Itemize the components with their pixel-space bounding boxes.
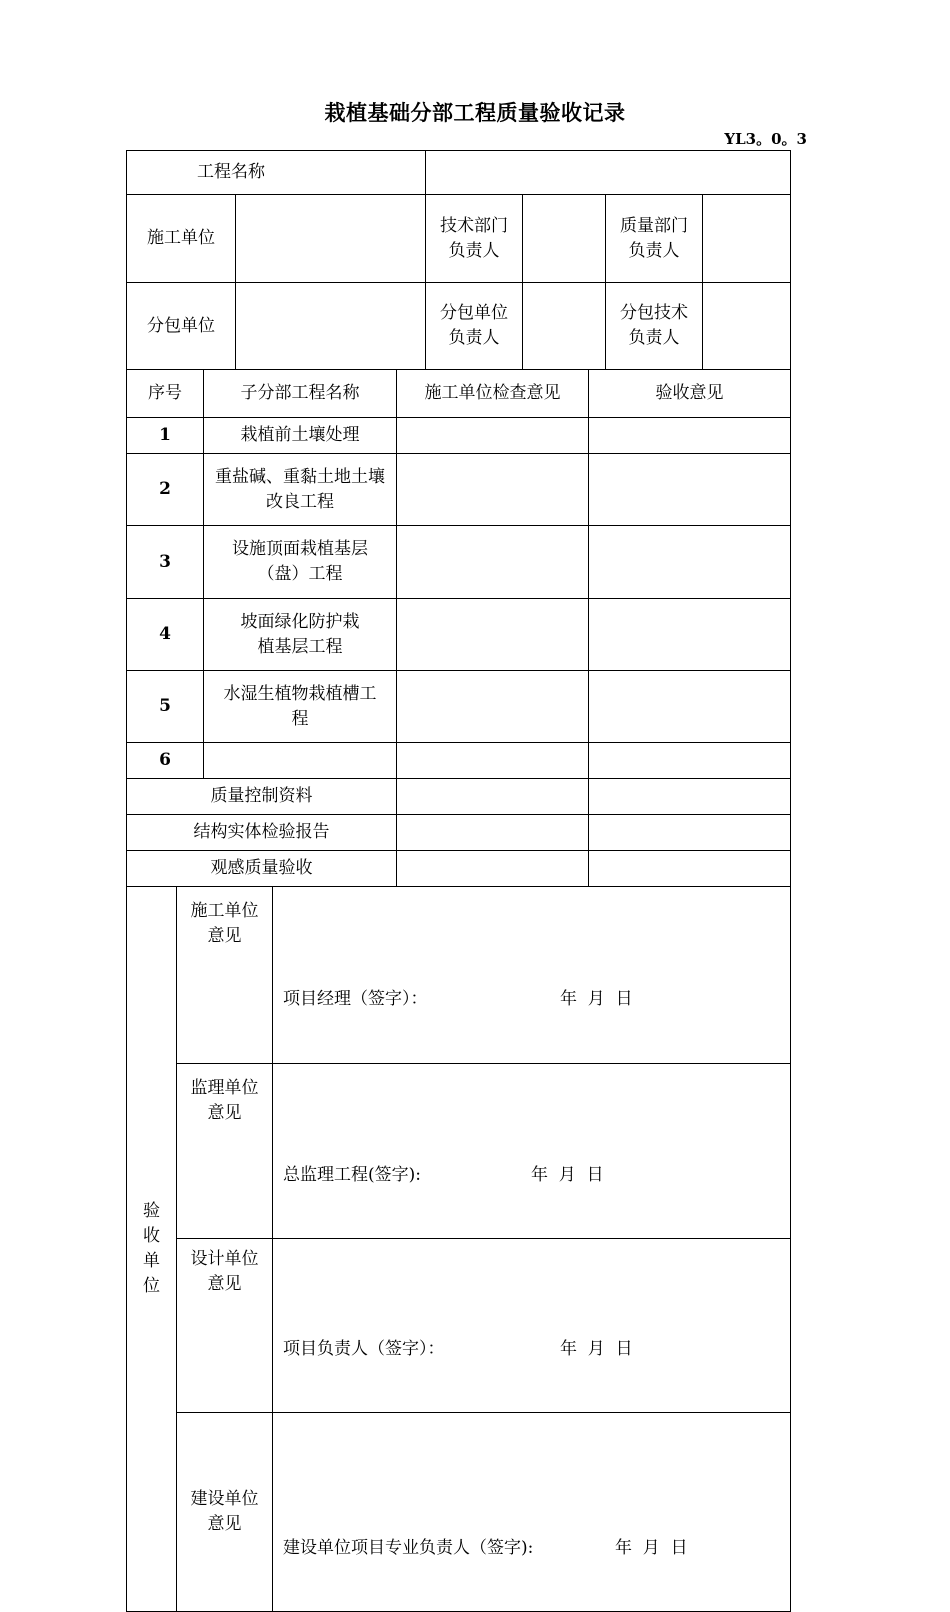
project-info-table <box>126 150 791 370</box>
row-acceptance-opinion[interactable] <box>589 779 791 815</box>
table-row <box>127 454 791 526</box>
tech-dept-head-label: 技术部门负责人 <box>426 195 523 283</box>
subcontract-unit-head-value[interactable] <box>523 283 606 370</box>
row-check-opinion[interactable] <box>397 743 589 779</box>
construction-unit-value[interactable] <box>236 195 426 283</box>
row-check-opinion[interactable] <box>397 526 589 599</box>
signature-label: 建设单位项目专业负责人（签字): <box>283 1538 534 1558</box>
project-name-value[interactable] <box>426 151 791 195</box>
row-check-opinion[interactable] <box>397 418 589 454</box>
row-seq: 3 <box>127 526 204 599</box>
acceptance-unit-label: 监理单位意见 <box>177 1064 273 1239</box>
row-sub-name: 水湿生植物栽植槽工程 <box>204 671 397 743</box>
row-acceptance-opinion[interactable] <box>589 526 791 599</box>
acceptance-group-label: 验收单位 <box>127 887 177 1612</box>
quality-dept-head-value[interactable] <box>703 195 791 283</box>
row-seq: 6 <box>127 743 204 779</box>
summary-row-label: 质量控制资料 <box>127 779 397 815</box>
signature-date: 年 月 日 <box>615 1538 688 1558</box>
subcontract-unit-label: 分包单位 <box>127 283 236 370</box>
summary-row <box>127 851 791 887</box>
signature-label: 总监理工程(签字): <box>283 1165 421 1185</box>
row-check-opinion[interactable] <box>397 599 589 671</box>
signature-date: 年 月 日 <box>560 989 633 1009</box>
col-header-check-opinion: 施工单位检查意见 <box>397 370 589 418</box>
row-seq: 1 <box>127 418 204 454</box>
acceptance-table <box>126 886 791 1612</box>
row-sub-name: 坡面绿化防护栽植基层工程 <box>204 599 397 671</box>
subcontract-unit-value[interactable] <box>236 283 426 370</box>
table-row <box>127 671 791 743</box>
row-sub-name[interactable] <box>204 743 397 779</box>
tech-dept-head-value[interactable] <box>523 195 606 283</box>
table-row <box>127 599 791 671</box>
table-row <box>127 418 791 454</box>
table-row <box>127 526 791 599</box>
row-check-opinion[interactable] <box>397 671 589 743</box>
row-seq: 4 <box>127 599 204 671</box>
subcontract-tech-head-label: 分包技术负责人 <box>606 283 703 370</box>
col-header-acceptance-opinion: 验收意见 <box>589 370 791 418</box>
subcontract-tech-head-value[interactable] <box>703 283 791 370</box>
project-name-label: 工程名称 <box>127 151 426 195</box>
row-acceptance-opinion[interactable] <box>589 815 791 851</box>
acceptance-unit-label: 建设单位意见 <box>177 1413 273 1612</box>
signature-label: 项目负责人（签字）： <box>283 1339 445 1359</box>
row-sub-name: 设施顶面栽植基层（盘）工程 <box>204 526 397 599</box>
subcontract-unit-head-label: 分包单位负责人 <box>426 283 523 370</box>
row-acceptance-opinion[interactable] <box>589 599 791 671</box>
row-sub-name: 栽植前土壤处理 <box>204 418 397 454</box>
summary-row-label: 观感质量验收 <box>127 851 397 887</box>
row-acceptance-opinion[interactable] <box>589 743 791 779</box>
acceptance-unit-label: 设计单位意见 <box>177 1239 273 1413</box>
summary-row <box>127 815 791 851</box>
row-acceptance-opinion[interactable] <box>589 418 791 454</box>
signature-label: 项目经理（签字）： <box>283 989 428 1009</box>
document-title: 栽植基础分部工程质量验收记录 <box>324 100 626 125</box>
row-acceptance-opinion[interactable] <box>589 671 791 743</box>
construction-unit-label: 施工单位 <box>127 195 236 283</box>
signature-date: 年 月 日 <box>531 1165 604 1185</box>
row-sub-name: 重盐碱、重黏土地土壤改良工程 <box>204 454 397 526</box>
row-acceptance-opinion[interactable] <box>589 454 791 526</box>
row-check-opinion[interactable] <box>397 454 589 526</box>
col-header-sub-name: 子分部工程名称 <box>204 370 397 418</box>
col-header-seq: 序号 <box>127 370 204 418</box>
summary-row <box>127 779 791 815</box>
signature-area[interactable] <box>273 1064 791 1239</box>
row-seq: 5 <box>127 671 204 743</box>
sub-project-table <box>126 369 791 887</box>
summary-row-label: 结构实体检验报告 <box>127 815 397 851</box>
signature-area[interactable] <box>273 887 791 1064</box>
row-seq: 2 <box>127 454 204 526</box>
acceptance-unit-label: 施工单位意见 <box>177 887 273 1064</box>
quality-dept-head-label: 质量部门负责人 <box>606 195 703 283</box>
row-check-opinion[interactable] <box>397 815 589 851</box>
row-check-opinion[interactable] <box>397 779 589 815</box>
signature-area[interactable] <box>273 1413 791 1612</box>
document-code: YL3。0。3 <box>724 130 807 148</box>
signature-date: 年 月 日 <box>560 1339 633 1359</box>
signature-area[interactable] <box>273 1239 791 1413</box>
row-check-opinion[interactable] <box>397 851 589 887</box>
row-acceptance-opinion[interactable] <box>589 851 791 887</box>
table-row <box>127 743 791 779</box>
